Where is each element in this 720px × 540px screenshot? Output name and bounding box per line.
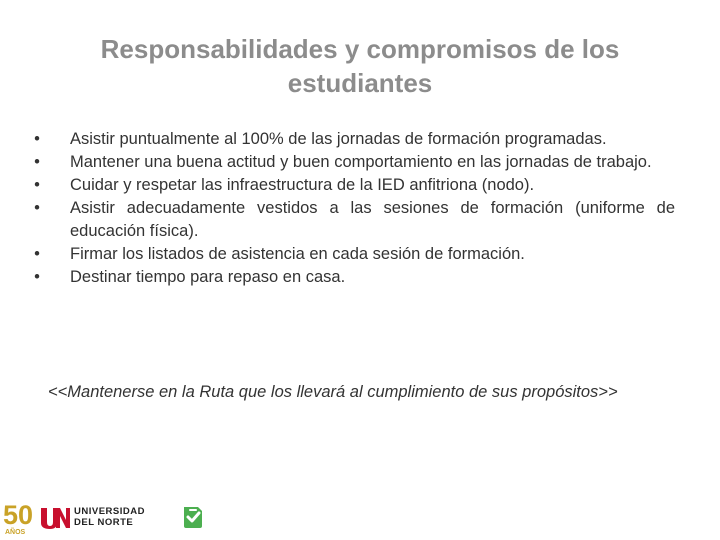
anniversary-50-logo (2, 496, 38, 536)
bullet-text: Mantener una buena actitud y buen comportamiento en las jornadas de trabajo. (70, 153, 652, 171)
list-item (30, 174, 675, 197)
bullet-marker: • (34, 199, 40, 217)
anniversary-number: 50 (3, 500, 34, 530)
bullet-marker: • (34, 268, 40, 286)
bullet-text: Firmar los listados de asistencia en cada sesión de formación. (70, 245, 525, 263)
bullet-text: Destinar tiempo para repaso en casa. (70, 268, 346, 286)
universidad-del-norte-logo (39, 505, 71, 531)
bullet-marker: • (34, 130, 40, 148)
bullet-text: Asistir adecuadamente vestidos a las sesiones de formación (uniforme de educación física). (70, 199, 675, 240)
slide-title: Responsabilidades y compromisos de los estudiantes (100, 34, 620, 98)
list-item (30, 266, 675, 289)
list-item (30, 151, 675, 174)
university-line-2: DEL NORTE (74, 517, 134, 528)
green-check-logo (180, 504, 206, 530)
motto-quote: <<Mantenerse en la Ruta que los llevará al cumplimiento de sus propósitos>> (48, 383, 618, 401)
bullet-text: Cuidar y respetar las infraestructura de la IED anfitriona (nodo). (70, 176, 535, 194)
bullet-marker: • (34, 176, 40, 194)
university-name (74, 506, 174, 528)
bullet-marker: • (34, 153, 40, 171)
responsibility-list (30, 128, 675, 289)
university-line-1: UNIVERSIDAD (74, 506, 145, 517)
list-item (30, 128, 675, 151)
bullet-marker: • (34, 245, 40, 263)
anniversary-caption: AÑOS (5, 529, 26, 536)
list-item (30, 197, 675, 243)
bullet-text: Asistir puntualmente al 100% de las jornadas de formación programadas. (70, 130, 607, 148)
list-item (30, 243, 675, 266)
